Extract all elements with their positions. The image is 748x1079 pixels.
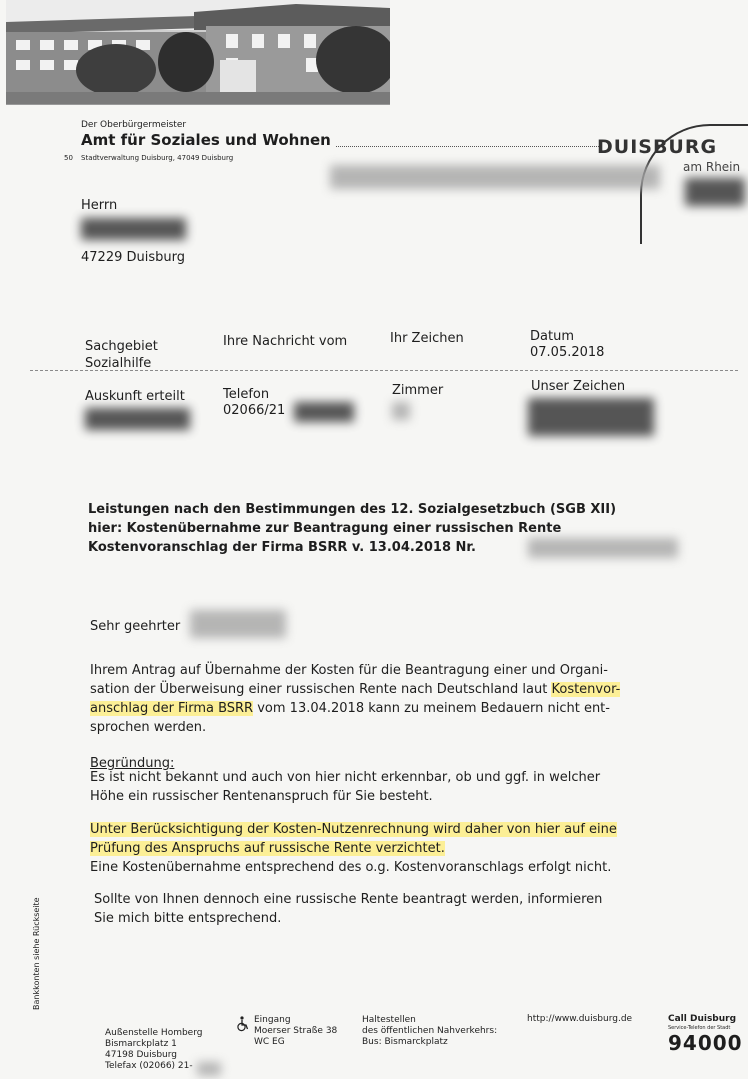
sidebar-bank-note: Bankkonten siehe Rückseite (32, 897, 41, 1010)
redacted-quote-number (528, 538, 678, 558)
redacted-addressee (190, 610, 286, 638)
p3-highlight-1: Unter Berücksichtigung der Kosten-Nutzenrechnung wird daher von hier auf eine (90, 822, 617, 837)
p1-line-3b: vom 13.04.2018 kann zu meinem Bedauern nicht ent- (253, 701, 610, 716)
footer-office-line-2: Bismarckplatz 1 (105, 1039, 177, 1049)
subject-line-1: Leistungen nach den Bestimmungen des 12. Sozialgesetzbuch (SGB XII) (88, 502, 617, 517)
redacted-stamp (685, 178, 745, 206)
paragraph-1 (90, 661, 700, 737)
divider (30, 370, 738, 371)
begruendung-heading: Begründung: (90, 756, 175, 771)
wheelchair-icon (236, 1016, 250, 1032)
sachgebiet-value: Sozialhilfe (85, 356, 152, 371)
subject-line-2: hier: Kostenübernahme zur Beantragung einer russischen Rente (88, 521, 562, 536)
footer-stops-line-3: Bus: Bismarckplatz (362, 1037, 448, 1047)
redacted-room (392, 402, 410, 420)
footer-entrance-line-3: WC EG (254, 1037, 285, 1047)
p3-line-2 (90, 839, 710, 858)
redacted-reference (528, 398, 654, 436)
sachgebiet-label: Sachgebiet (85, 339, 158, 354)
p2-line-2: Höhe ein russischer Rentenanspruch für Sie besteht. (90, 789, 433, 804)
redacted-phone (294, 402, 354, 422)
footer-url[interactable]: http://www.duisburg.de (527, 1014, 633, 1024)
footer-office-line-1: Außenstelle Homberg (105, 1028, 203, 1038)
footer-stops-line-2: des öffentlichen Nahverkehrs: (362, 1026, 498, 1036)
p1-line-4: sprochen werden. (90, 720, 207, 735)
footer-entrance (254, 1015, 337, 1048)
city-logo-sub: am Rhein (683, 160, 741, 174)
p1-line-1: Ihrem Antrag auf Übernahme der Kosten für die Beantragung einer und Organi- (90, 663, 608, 678)
p1-highlight-a: Kostenvor- (551, 682, 621, 697)
footer-entrance-line-1: Eingang (254, 1015, 291, 1025)
p3-highlight-2: Prüfung des Anspruchs auf russische Rente verzichtet. (90, 841, 445, 856)
footer-office-line-4: Telefax (02066) 21- (105, 1061, 193, 1071)
paragraph-3 (90, 820, 710, 877)
header-photo (6, 0, 390, 105)
paragraph-4 (94, 890, 704, 928)
office-line (81, 130, 601, 147)
footer-stops (362, 1015, 497, 1048)
footer-office-line-3: 47198 Duisburg (105, 1050, 177, 1060)
mayor-title: Der Oberbürgermeister (81, 120, 187, 130)
call-title: Call Duisburg (668, 1014, 737, 1024)
footer-office (105, 1028, 202, 1072)
recipient-salutation: Herrn (81, 198, 118, 213)
redacted-clerk (85, 408, 190, 430)
p1-line-2 (90, 680, 700, 699)
city-logo: DUISBURG (597, 136, 718, 158)
p1-highlight-b: anschlag der Firma BSRR (90, 701, 254, 716)
datum-value: 07.05.2018 (530, 345, 605, 360)
p2-line-1: Es ist nicht bekannt und auch von hier nicht erkennbar, ob und ggf. in welcher (90, 770, 601, 785)
subject-line-3: Kostenvoranschlag der Firma BSRR v. 13.04.2018 Nr. (88, 540, 476, 555)
footer-entrance-line-2: Moerser Straße 38 (254, 1026, 338, 1036)
return-prefix: 50 (64, 154, 73, 162)
call-number: 94000 (668, 1031, 743, 1055)
recipient-city: 47229 Duisburg (81, 250, 185, 265)
zimmer-label: Zimmer (392, 383, 444, 398)
return-address: Stadtverwaltung Duisburg, 47049 Duisburg (81, 154, 234, 162)
p1-line-2a: sation der Überweisung einer russischen Rente nach Deutschland laut (90, 682, 552, 697)
p4-line-1: Sollte von Ihnen dennoch eine russische Rente beantragt werden, informieren (94, 892, 603, 907)
p1-line-3 (90, 699, 700, 718)
auskunft-label: Auskunft erteilt (85, 389, 185, 404)
ihre-nachricht-label: Ihre Nachricht vom (223, 334, 348, 349)
redacted-recipient-name (81, 218, 186, 240)
p4-line-2: Sie mich bitte entsprechend. (94, 911, 282, 926)
redacted-contact (330, 165, 660, 189)
p3-line-3: Eine Kostenübernahme entsprechend des o.g. Kostenvoranschlags erfolgt nicht. (90, 860, 612, 875)
datum-label: Datum (530, 329, 574, 344)
office-name: Amt für Soziales und Wohnen (81, 131, 335, 149)
greeting: Sehr geehrter (90, 619, 181, 634)
paragraph-2 (90, 768, 700, 806)
redacted-fax (197, 1062, 221, 1076)
footer-stops-line-1: Haltestellen (362, 1015, 416, 1025)
telefon-value: 02066/21 (223, 403, 286, 418)
call-subtitle: Service-Telefon der Stadt (668, 1025, 731, 1031)
p3-line-1 (90, 820, 710, 839)
ihr-zeichen-label: Ihr Zeichen (390, 331, 464, 346)
unser-zeichen-label: Unser Zeichen (531, 379, 626, 394)
telefon-label: Telefon (223, 387, 270, 402)
